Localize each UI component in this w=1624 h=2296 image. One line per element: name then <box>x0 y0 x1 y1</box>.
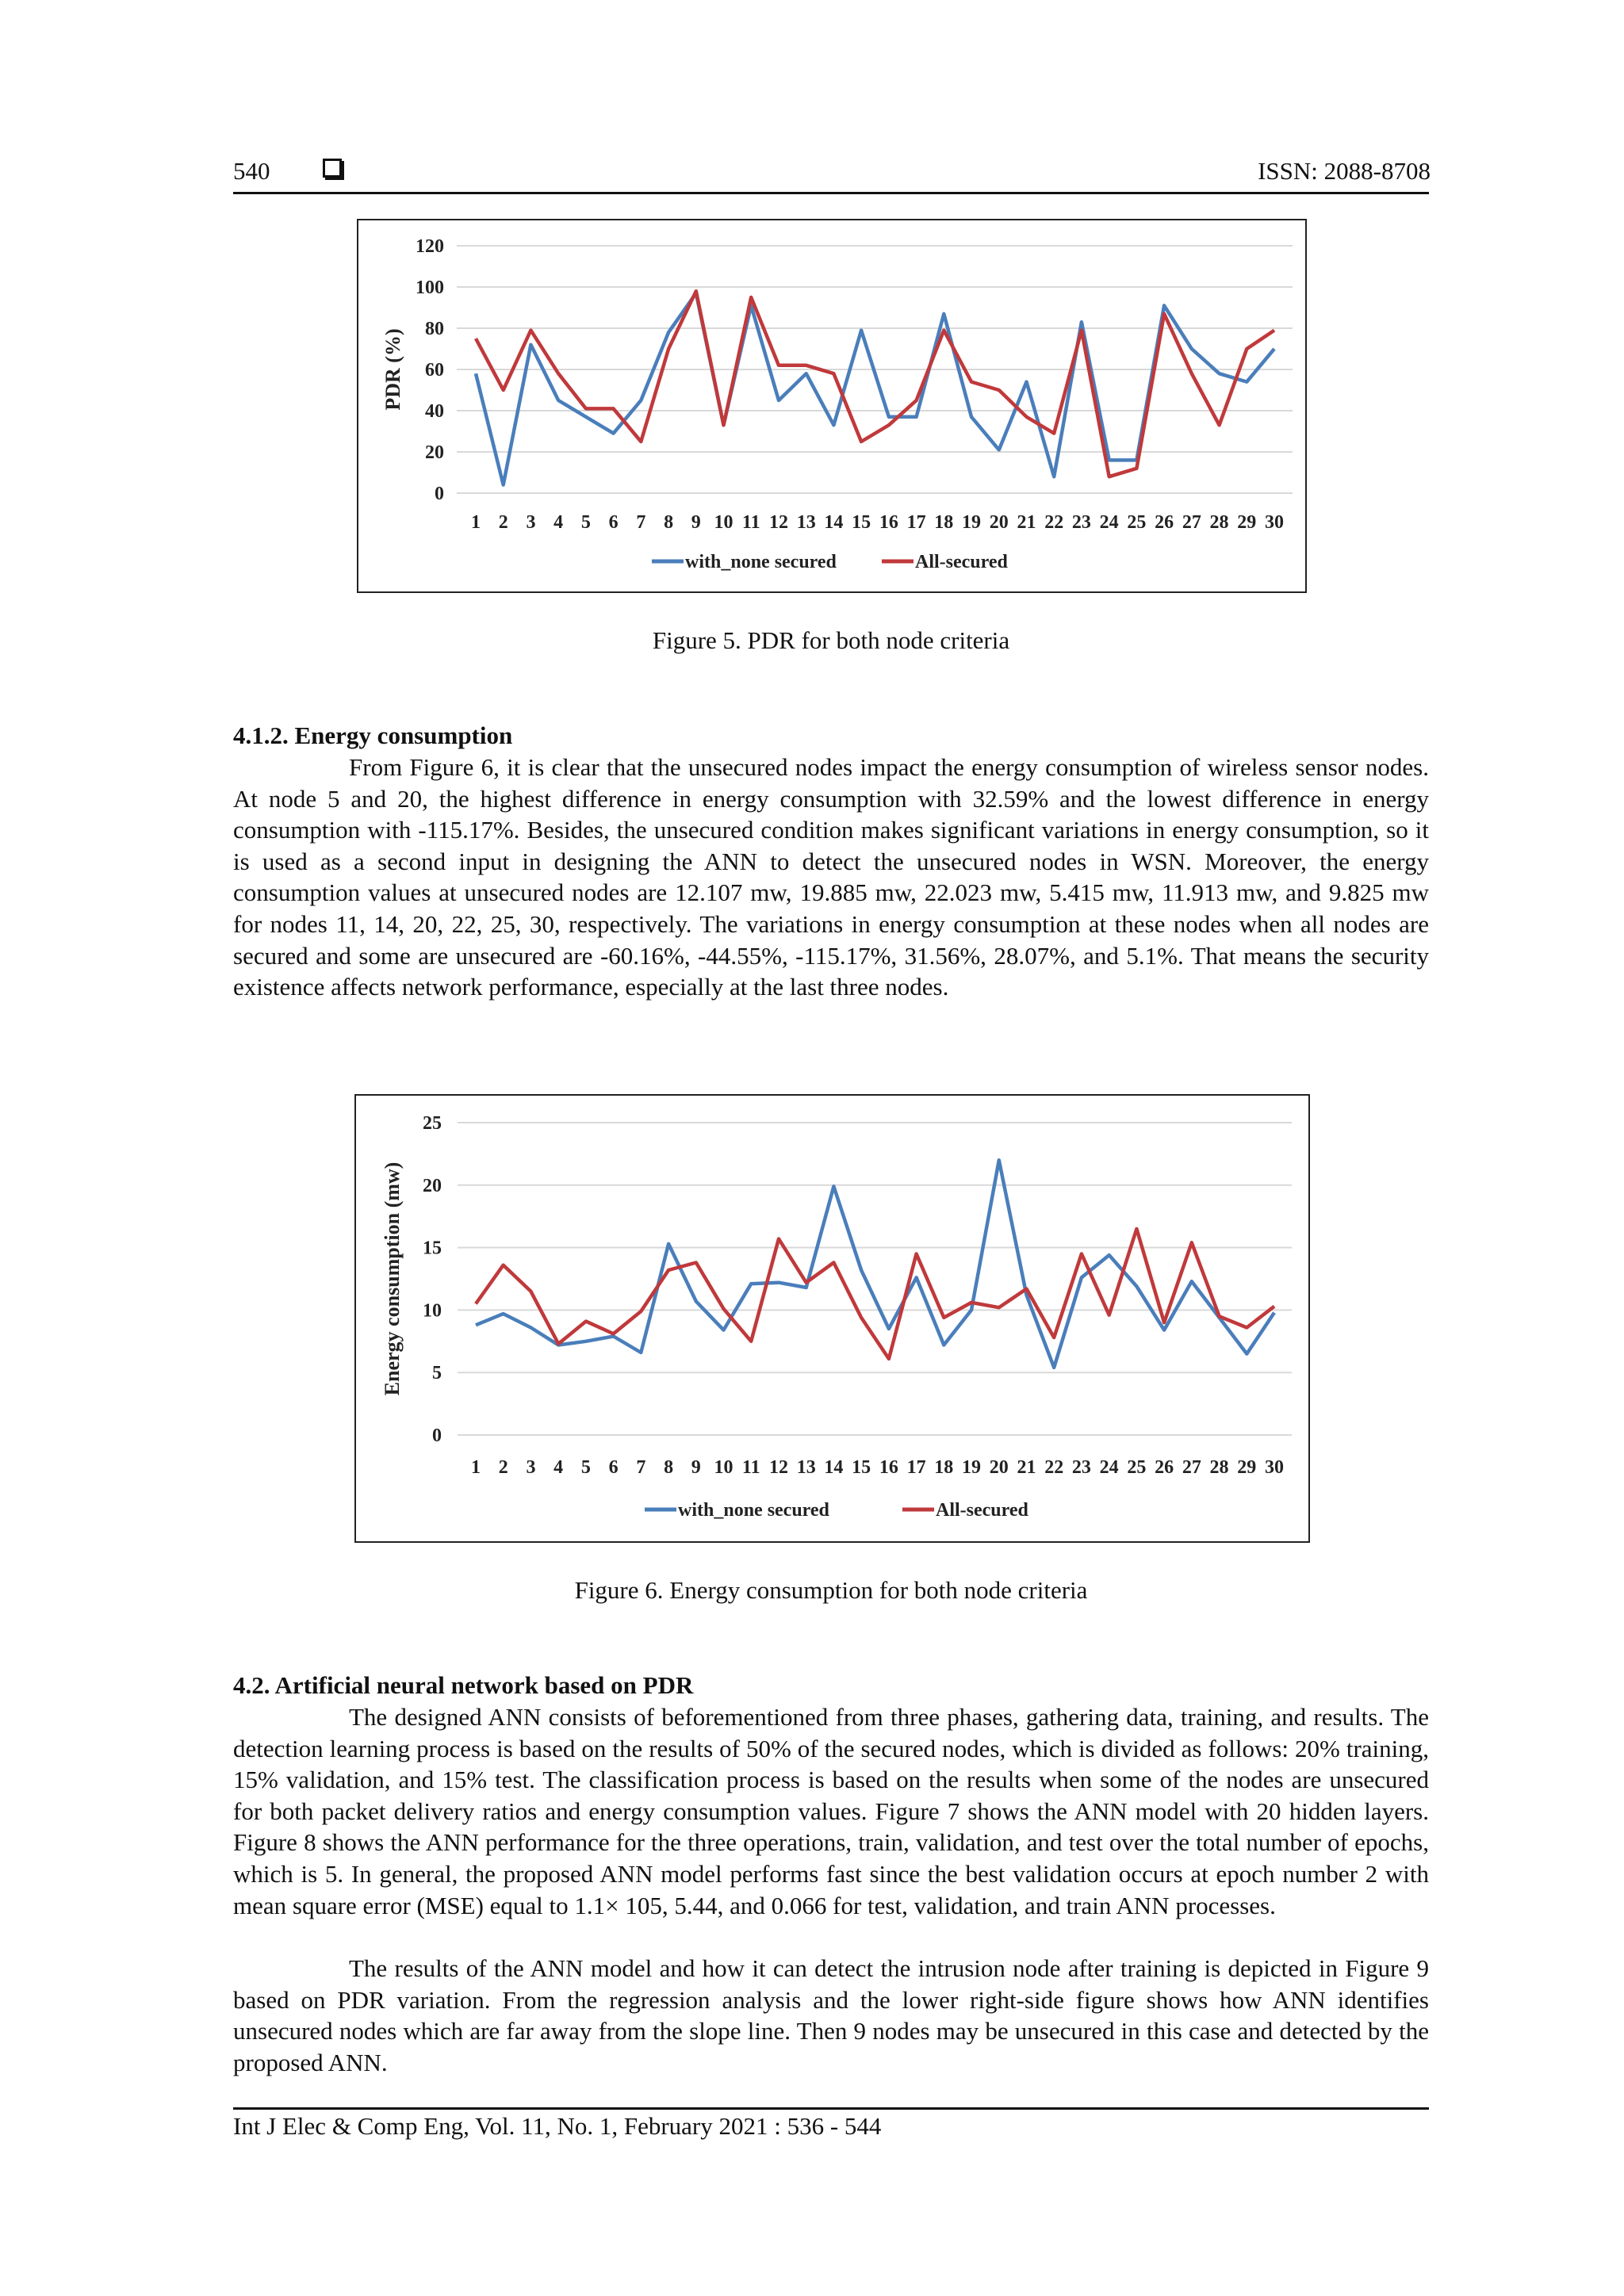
x-tick-label: 15 <box>852 1457 871 1478</box>
x-tick-label: 17 <box>906 512 926 533</box>
legend-label: with_none secured <box>685 552 837 572</box>
journal-issn: ISSN: 2088-8708 <box>1258 157 1431 185</box>
y-tick-label: 60 <box>425 360 444 381</box>
ann-paragraph-2: The results of the ANN model and how it can detect the intrusion node after training is depicted in Figure 9 based on PDR variation. From the regression analysis and the lower right-side figure shows how ANN identifies unsecured nodes which are far away from the slope line. Then 9 nodes may be unsecured in this case and detected by the proposed ANN. <box>233 1954 1429 2076</box>
x-tick-label: 16 <box>879 1457 898 1478</box>
x-tick-label: 22 <box>1044 1457 1064 1478</box>
x-tick-label: 30 <box>1265 1457 1284 1478</box>
section-heading-ann: 4.2. Artificial neural network based on PDR <box>233 1671 694 1699</box>
y-tick-label: 0 <box>435 484 444 504</box>
x-tick-label: 14 <box>824 512 844 533</box>
x-tick-label: 10 <box>714 1457 733 1478</box>
energy-paragraph: From Figure 6, it is clear that the unsecured nodes impact the energy consumption of wireless sensor nodes. At node 5 and 20, the highest difference in energy consumption with 32.59% and the lowest difference in energy consumption with -115.17%. Besides, the unsecured condition makes significant variations in energy consumption, so it is used as a second input in designing the ANN to detect the unsecured nodes in WSN. Moreover, the energy consumption values at unsecured nodes are 12.107 mw, 19.885 mw, 22.023 mw, 5.415 mw, 11.913 mw, and 9.825 mw for nodes 11, 14, 20, 22, 25, 30, respectively. The variations in energy consumption at these nodes when all nodes are secured and some are unsecured are -60.16%, -44.55%, -115.17%, 31.56%, 28.07%, and 5.1%. That means the security existence affects network performance, especially at the last three nodes. <box>233 753 1429 1001</box>
y-tick-label: 40 <box>425 401 444 422</box>
y-tick-label: 20 <box>425 442 444 463</box>
x-tick-label: 12 <box>768 512 788 533</box>
x-tick-label: 9 <box>691 1457 701 1478</box>
y-axis-title: PDR (%) <box>381 328 404 411</box>
x-tick-label: 8 <box>664 1457 674 1478</box>
x-tick-label: 22 <box>1044 512 1064 533</box>
figure6-caption: Figure 6. Energy consumption for both node criteria <box>574 1576 1088 1604</box>
x-tick-label: 5 <box>580 512 591 533</box>
figure6-chart <box>356 1096 1312 1544</box>
legend-label: with_none secured <box>678 1500 829 1521</box>
figure6-frame <box>354 1094 1310 1543</box>
x-tick-label: 30 <box>1265 512 1284 533</box>
x-tick-label: 9 <box>691 512 701 533</box>
x-tick-label: 16 <box>879 512 898 533</box>
x-tick-label: 19 <box>962 1457 982 1478</box>
x-tick-label: 28 <box>1209 1457 1229 1478</box>
y-tick-label: 120 <box>416 236 444 257</box>
x-tick-label: 26 <box>1155 1457 1174 1478</box>
x-tick-label: 29 <box>1237 1457 1257 1478</box>
y-axis-title: Energy consumption (mw) <box>381 1161 404 1396</box>
x-tick-label: 2 <box>498 1457 508 1478</box>
y-tick-label: 20 <box>423 1175 442 1196</box>
x-tick-label: 18 <box>934 1457 954 1478</box>
figure5-caption: Figure 5. PDR for both node criteria <box>652 626 1010 654</box>
x-tick-label: 24 <box>1099 1457 1119 1478</box>
x-tick-label: 11 <box>741 512 760 533</box>
x-tick-label: 5 <box>580 1457 591 1478</box>
footer-citation: Int J Elec & Comp Eng, Vol. 11, No. 1, February 2021 : 536 - 544 <box>233 2112 882 2140</box>
ann-paragraph-1: The designed ANN consists of beforementioned from three phases, gathering data, training, and results. The detection learning process is based on the results of 50% of the secured nodes, which is divided as follows: 20% training, 15% validation, and 15% test. The classification process is based on the results when some of the nodes are unsecured for both packet delivery ratios and energy consumption values. Figure 7 shows the ANN model with 20 hidden layers. Figure 8 shows the ANN performance for the three operations, train, validation, and test over the total number of epochs, which is 5. In general, the proposed ANN model performs fast since the best validation occurs at epoch number 2 with mean square error (MSE) equal to 1.1× 105, 5.44, and 0.066 for test, validation, and train ANN processes. <box>233 1703 1429 1919</box>
x-tick-label: 12 <box>768 1457 788 1478</box>
x-tick-label: 19 <box>962 512 982 533</box>
x-tick-label: 7 <box>636 1457 646 1478</box>
series-line-none-secured <box>476 293 1274 485</box>
x-tick-label: 20 <box>989 1457 1009 1478</box>
y-tick-label: 0 <box>432 1425 442 1446</box>
x-tick-label: 20 <box>989 512 1009 533</box>
page-number: 540 <box>233 157 270 185</box>
x-tick-label: 1 <box>471 1457 481 1478</box>
series-line-all-secured <box>476 291 1274 476</box>
y-tick-label: 100 <box>416 277 444 298</box>
y-tick-label: 15 <box>423 1238 442 1259</box>
x-tick-label: 24 <box>1099 512 1119 533</box>
x-tick-label: 1 <box>471 512 481 533</box>
figure5-chart <box>358 220 1308 595</box>
x-tick-label: 28 <box>1209 512 1229 533</box>
x-tick-label: 7 <box>636 512 646 533</box>
x-tick-label: 13 <box>796 512 816 533</box>
x-tick-label: 10 <box>714 512 733 533</box>
x-tick-label: 27 <box>1182 1457 1201 1478</box>
x-tick-label: 29 <box>1237 512 1257 533</box>
x-tick-label: 15 <box>852 512 871 533</box>
x-tick-label: 18 <box>934 512 954 533</box>
x-tick-label: 8 <box>664 512 674 533</box>
y-tick-label: 80 <box>425 319 444 339</box>
y-tick-label: 5 <box>432 1363 442 1384</box>
footer-rule <box>233 2107 1429 2110</box>
x-tick-label: 13 <box>796 1457 816 1478</box>
figure5-frame <box>357 219 1307 593</box>
x-tick-label: 21 <box>1017 1457 1036 1478</box>
y-tick-label: 25 <box>423 1113 442 1134</box>
x-tick-label: 26 <box>1155 512 1174 533</box>
x-tick-label: 25 <box>1127 1457 1147 1478</box>
checkbox-square-icon <box>323 159 342 178</box>
x-tick-label: 27 <box>1182 512 1201 533</box>
x-tick-label: 23 <box>1071 1457 1091 1478</box>
x-tick-label: 4 <box>553 512 564 533</box>
x-tick-label: 4 <box>553 1457 564 1478</box>
x-tick-label: 11 <box>741 1457 760 1478</box>
y-tick-label: 10 <box>423 1300 442 1322</box>
x-tick-label: 25 <box>1127 512 1147 533</box>
x-tick-label: 2 <box>498 512 508 533</box>
x-tick-label: 3 <box>526 512 536 533</box>
header-rule <box>233 192 1429 194</box>
x-tick-label: 17 <box>906 1457 926 1478</box>
x-tick-label: 21 <box>1017 512 1036 533</box>
legend-label: All-secured <box>915 552 1008 572</box>
x-tick-label: 14 <box>824 1457 844 1478</box>
x-tick-label: 3 <box>526 1457 536 1478</box>
x-tick-label: 6 <box>608 1457 619 1478</box>
section-heading-energy: 4.1.2. Energy consumption <box>233 721 513 749</box>
x-tick-label: 6 <box>608 512 619 533</box>
x-tick-label: 23 <box>1071 512 1091 533</box>
legend-label: All-secured <box>936 1500 1028 1521</box>
